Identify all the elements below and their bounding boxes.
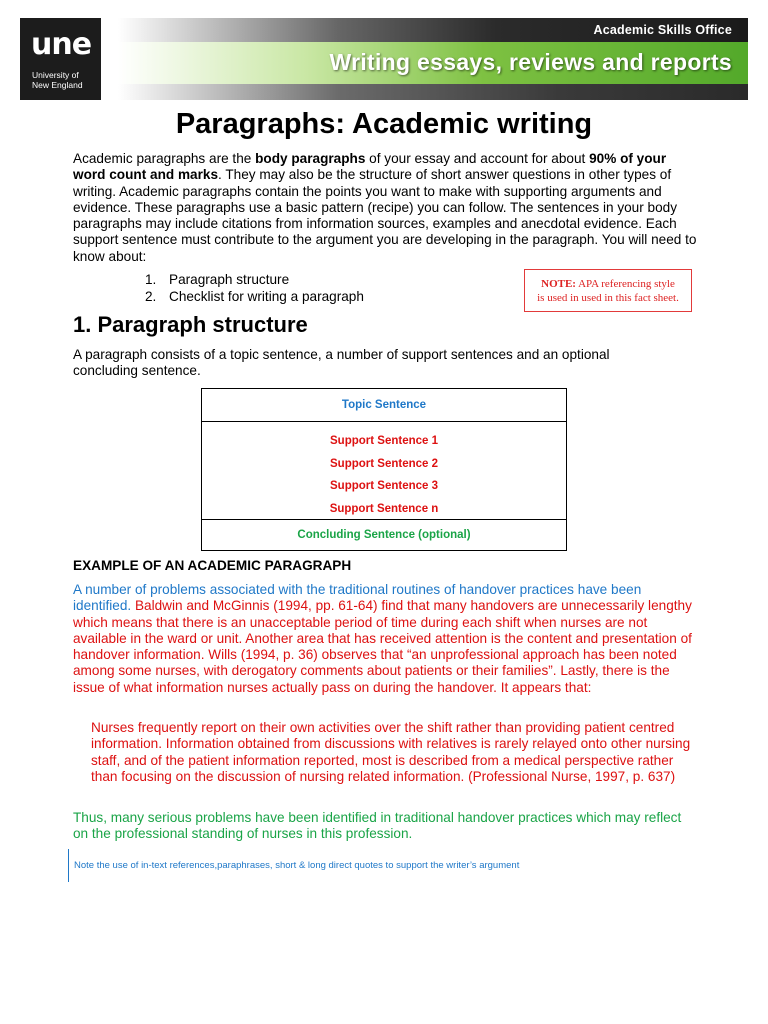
section-description: A paragraph consists of a topic sentence, a number of support sentences and an optional concluding sentence.: [73, 347, 610, 379]
page-title: Paragraphs: Academic writing: [175, 108, 593, 140]
example-concluding-sentence: Thus, many serious problems have been identified in traditional handover practices which may reflect on the professional standing of nurses in this profession.: [73, 810, 682, 842]
example-paragraph: [73, 582, 698, 696]
header-banner: [118, 18, 748, 100]
section-heading-paragraph-structure: 1. Paragraph structure: [73, 312, 308, 337]
intro-paragraph: Academic paragraphs are the body paragraphs of your essay and account for about 90% of your word count and marks. They may also be the structure of short answer questions in other types of writing. Academic paragraphs contain the points you want to make with supporting arguments and evidence. These paragraphs use a basic pattern (recipe) you can follow. The sentences in your body paragraphs may include citations from information sources, examples and anecdotal evidence. Each support sentence must contribute to the argument you are developing in the paragraph. You will need to know about:: [73, 151, 697, 264]
university-name: University of New England: [32, 70, 83, 90]
banner-subtitle: Writing essays, reviews and reports: [329, 49, 732, 75]
diagram-concluding-sentence: Concluding Sentence (optional): [297, 529, 471, 541]
apa-note-box: NOTE: APA referencing style is used in used in this fact sheet.: [524, 269, 692, 312]
example-heading: EXAMPLE OF AN ACADEMIC PARAGRAPH: [73, 558, 352, 573]
topic-list-item: 2. Checklist for writing a paragraph: [145, 288, 364, 304]
banner-stripe: [118, 84, 748, 100]
diagram-topic-sentence: Topic Sentence: [202, 389, 566, 422]
office-name: Academic Skills Office: [593, 23, 732, 37]
topic-list-item: 1. Paragraph structure: [145, 272, 290, 287]
une-logo-mark: une: [31, 27, 92, 62]
footnote: Note the use of in-text references,paraphrases, short & long direct quotes to support the writer’s argument: [68, 849, 519, 882]
paragraph-structure-diagram: [201, 388, 567, 551]
diagram-support-sentence: Support Sentence n: [329, 502, 439, 515]
example-support-sentences: Baldwin and McGinnis (1994, pp. 61-64) find that many handovers are unnecessarily lengthy which means that there is an unacceptable period of time during each shift when nurses are not available in the ward or unit. Another area that has received attention is the content and presentation of handover information. Wills (1994, p. 36) observes that “an unprofessional approach has been noted among some nurses, with derogatory comments about patients or their families”. Lastly, there is the issue of what information nurses actually pass on during the handover. It appears that:: [73, 598, 692, 695]
diagram-support-sentence: Support Sentence 1: [330, 435, 438, 447]
diagram-support-sentence: Support Sentence 3: [330, 480, 438, 492]
example-block-quote: Nurses frequently report on their own activities over the shift rather than providing patient centred information. Information obtained from discussions with relatives is rarely relayed onto other nursing staff, and of the patient information reported, most is described from a medical perspective rather than focusing on the discussion of nursing related information. (Professional Nurse, 1997, p. 637): [91, 720, 691, 784]
diagram-support-sentences: [202, 422, 566, 520]
une-logo: [20, 18, 101, 100]
example-topic-sentence: A number of problems associated with the traditional routines of handover practices have been identified.: [73, 582, 642, 614]
topic-list: [145, 272, 364, 305]
diagram-support-sentence: Support Sentence 2: [330, 457, 438, 470]
